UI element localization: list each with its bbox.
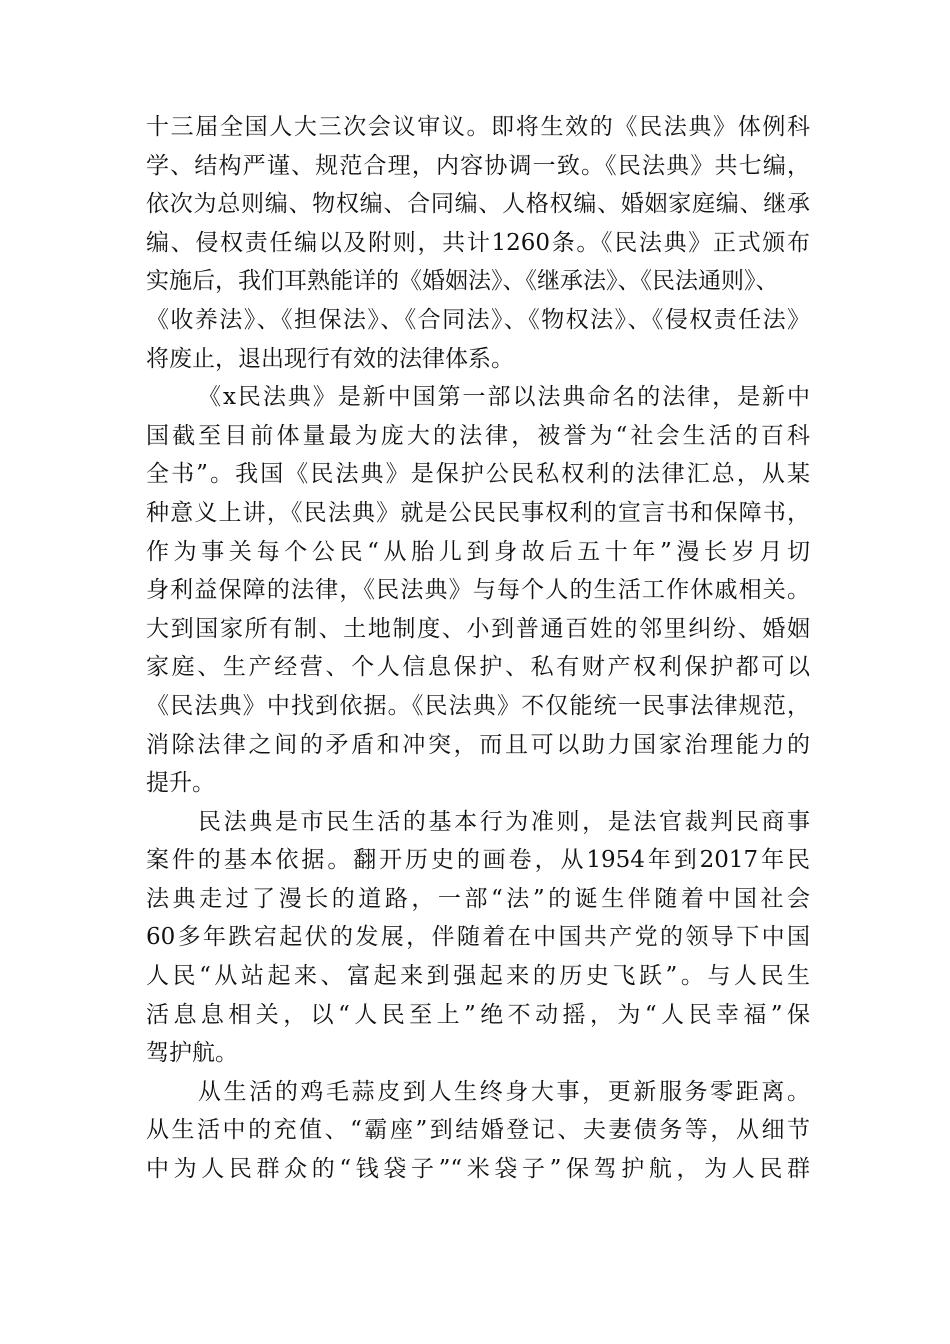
paragraph-line: 提升。 [146,770,215,797]
paragraph-line: 学、结构严谨、规范合理，内容协调一致。《民法典》共七编， [146,152,810,179]
paragraph-line: 国截至目前体量最为庞大的法律，被誉为“社会生活的百科 [146,422,810,449]
paragraph-line: 编、侵权责任编以及附则，共计1260条。《民法典》正式颁布 [146,229,810,256]
paragraph-line: 中为人民群众的“钱袋子”“米袋子”保驾护航，为人民群 [146,1156,810,1183]
paragraph-line: 种意义上讲，《民法典》就是公民民事权利的宣言书和保障书， [146,499,810,526]
document-body [146,108,810,1189]
paragraph-2 [146,378,810,803]
paragraph-line: 60多年跌宕起伏的发展，伴随着在中国共产党的领导下中国 [146,924,810,951]
paragraph-line: 十三届全国人大三次会议审议。即将生效的《民法典》体例科 [146,114,810,140]
paragraph-line: 《x民法典》是新中国第一部以法典命名的法律，是新中 [198,384,810,411]
paragraph-line: 全书”。我国《民法典》是保护公民私权利的法律汇总，从某 [146,461,810,488]
paragraph-line: 身利益保障的法律，《民法典》与每个人的生活工作休戚相关。 [146,577,810,604]
paragraph-line: 从生活中的充值、“霸座”到结婚登记、夫妻债务等，从细节 [146,1117,810,1144]
paragraph-line: 法典走过了漫长的道路，一部“法”的诞生伴随着中国社会 [146,885,810,912]
paragraph-4 [146,1073,810,1189]
paragraph-line: 民法典是市民生活的基本行为准则，是法官裁判民商事 [198,808,810,835]
paragraph-line: 活息息相关，以“人民至上”绝不动摇，为“人民幸福”保 [146,1001,810,1028]
paragraph-line: 案件的基本依据。翻开历史的画卷，从1954年到2017年民 [146,847,810,874]
paragraph-line: 作为事关每个公民“从胎儿到身故后五十年”漫长岁月切 [146,538,810,565]
paragraph-line: 消除法律之间的矛盾和冲突，而且可以助力国家治理能力的 [146,731,810,758]
paragraph-line: 人民“从站起来、富起来到强起来的历史飞跃”。与人民生 [146,963,810,990]
paragraph-3 [146,803,810,1073]
paragraph-1 [146,108,810,378]
paragraph-line: 家庭、生产经营、个人信息保护、私有财产权利保护都可以 [146,654,810,681]
paragraph-line: 大到国家所有制、土地制度、小到普通百姓的邻里纠纷、婚姻 [146,615,810,642]
paragraph-line: 从生活的鸡毛蒜皮到人生终身大事，更新服务零距离。 [198,1078,810,1105]
paragraph-line: 驾护航。 [146,1040,238,1067]
paragraph-line: 依次为总则编、物权编、合同编、人格权编、婚姻家庭编、继承 [146,191,810,218]
paragraph-line: 《收养法》、《担保法》、《合同法》、《物权法》、《侵权责任法》 [146,306,810,333]
paragraph-line: 将废止，退出现行有效的法律体系。 [146,345,514,372]
paragraph-line: 《民法典》中找到依据。《民法典》不仅能统一民事法律规范， [146,692,810,719]
paragraph-line: 实施后，我们耳熟能详的《婚姻法》、《继承法》、《民法通则》、 [146,268,779,295]
